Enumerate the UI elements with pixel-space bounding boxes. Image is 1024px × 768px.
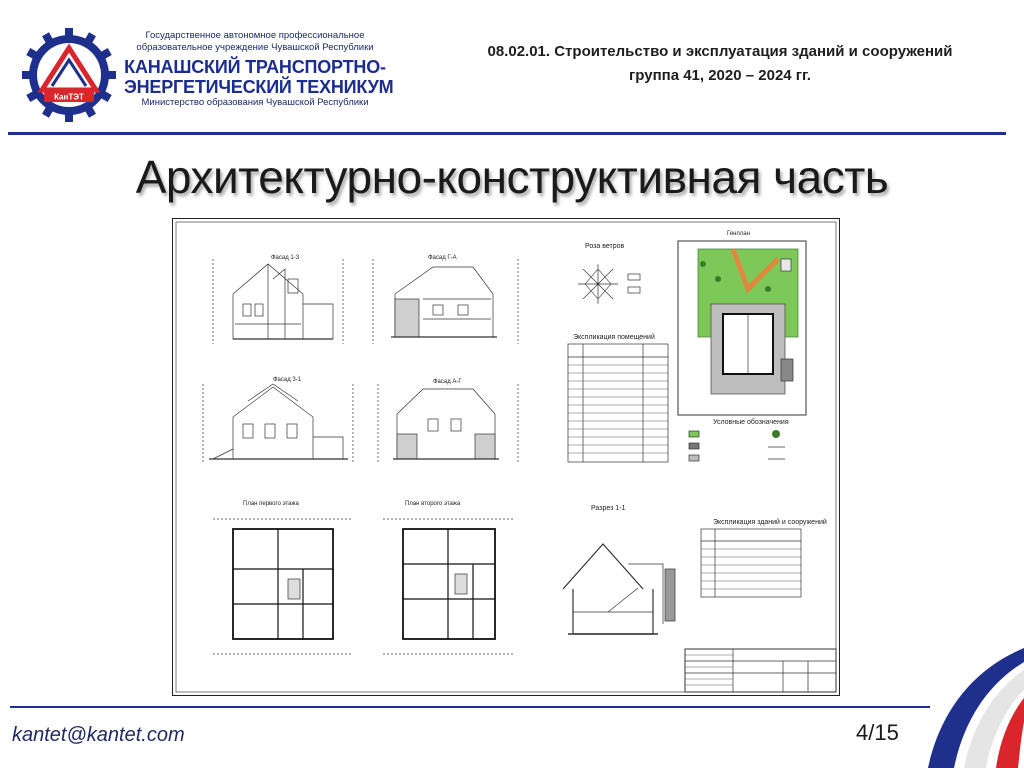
legend-label: Условные обозначения	[713, 419, 789, 426]
institution-name-line1: КАНАШСКИЙ ТРАНСПОРТНО-	[124, 57, 386, 77]
facade-1-label: Фасад 1-3	[271, 255, 300, 261]
specialty-text: 08.02.01. Строительство и эксплуатация зданий и сооружений	[487, 43, 953, 60]
institution-name-line2: ЭНЕРГЕТИЧЕСКИЙ ТЕХНИКУМ	[124, 77, 394, 97]
rooms-table	[568, 344, 668, 462]
site-plan-label: Генплан	[727, 231, 750, 237]
buildings-table	[701, 529, 801, 597]
section-label: Разрез 1-1	[591, 505, 626, 512]
floor-plan-1	[213, 519, 353, 654]
plan-2-label: План второго этажа	[405, 501, 461, 507]
institution-line2: образовательное учреждение Чувашской Республики	[136, 42, 374, 53]
facade-4-label: Фасад А-Г	[433, 379, 462, 385]
tricolor-swoosh-decoration	[906, 648, 1024, 768]
legend-drawing	[689, 430, 785, 461]
architectural-drawing-sheet	[172, 218, 840, 696]
page-number: 4/15	[856, 720, 899, 745]
logo-text: КанТЭТ	[54, 92, 84, 102]
floor-plan-2	[383, 519, 513, 654]
group-text: группа 41, 2020 – 2024 гг.	[629, 67, 811, 84]
facade-drawing-1	[213, 259, 343, 344]
facade-drawing-4	[378, 384, 518, 464]
contact-email: kantet@kantet.com	[12, 724, 185, 746]
facade-drawing-3	[203, 384, 353, 464]
section-drawing	[563, 544, 675, 634]
site-plan-drawing	[678, 241, 806, 415]
slide-title: Архитектурно-конструктивная часть	[135, 151, 889, 203]
drawing-graphics	[173, 219, 839, 695]
facade-drawing-2	[373, 259, 518, 344]
facade-2-label: Фасад Г-А	[428, 255, 457, 261]
technikum-logo	[22, 28, 116, 122]
title-block	[685, 649, 836, 692]
wind-rose-label: Роза ветров	[585, 243, 625, 250]
wind-rose-drawing	[578, 264, 640, 304]
plan-1-label: План первого этажа	[243, 501, 299, 507]
footer-divider	[10, 706, 930, 708]
buildings-table-label: Экспликация зданий и сооружений	[713, 519, 827, 526]
institution-block	[124, 30, 394, 109]
ministry-text: Министерство образования Чувашской Республики	[141, 97, 369, 108]
specialty-block	[440, 40, 1000, 88]
facade-3-label: Фасад 3-1	[273, 377, 302, 383]
rooms-table-label: Экспликация помещений	[573, 334, 655, 341]
header-divider	[8, 132, 1006, 135]
institution-line1: Государственное автономное профессиональное	[145, 30, 365, 41]
